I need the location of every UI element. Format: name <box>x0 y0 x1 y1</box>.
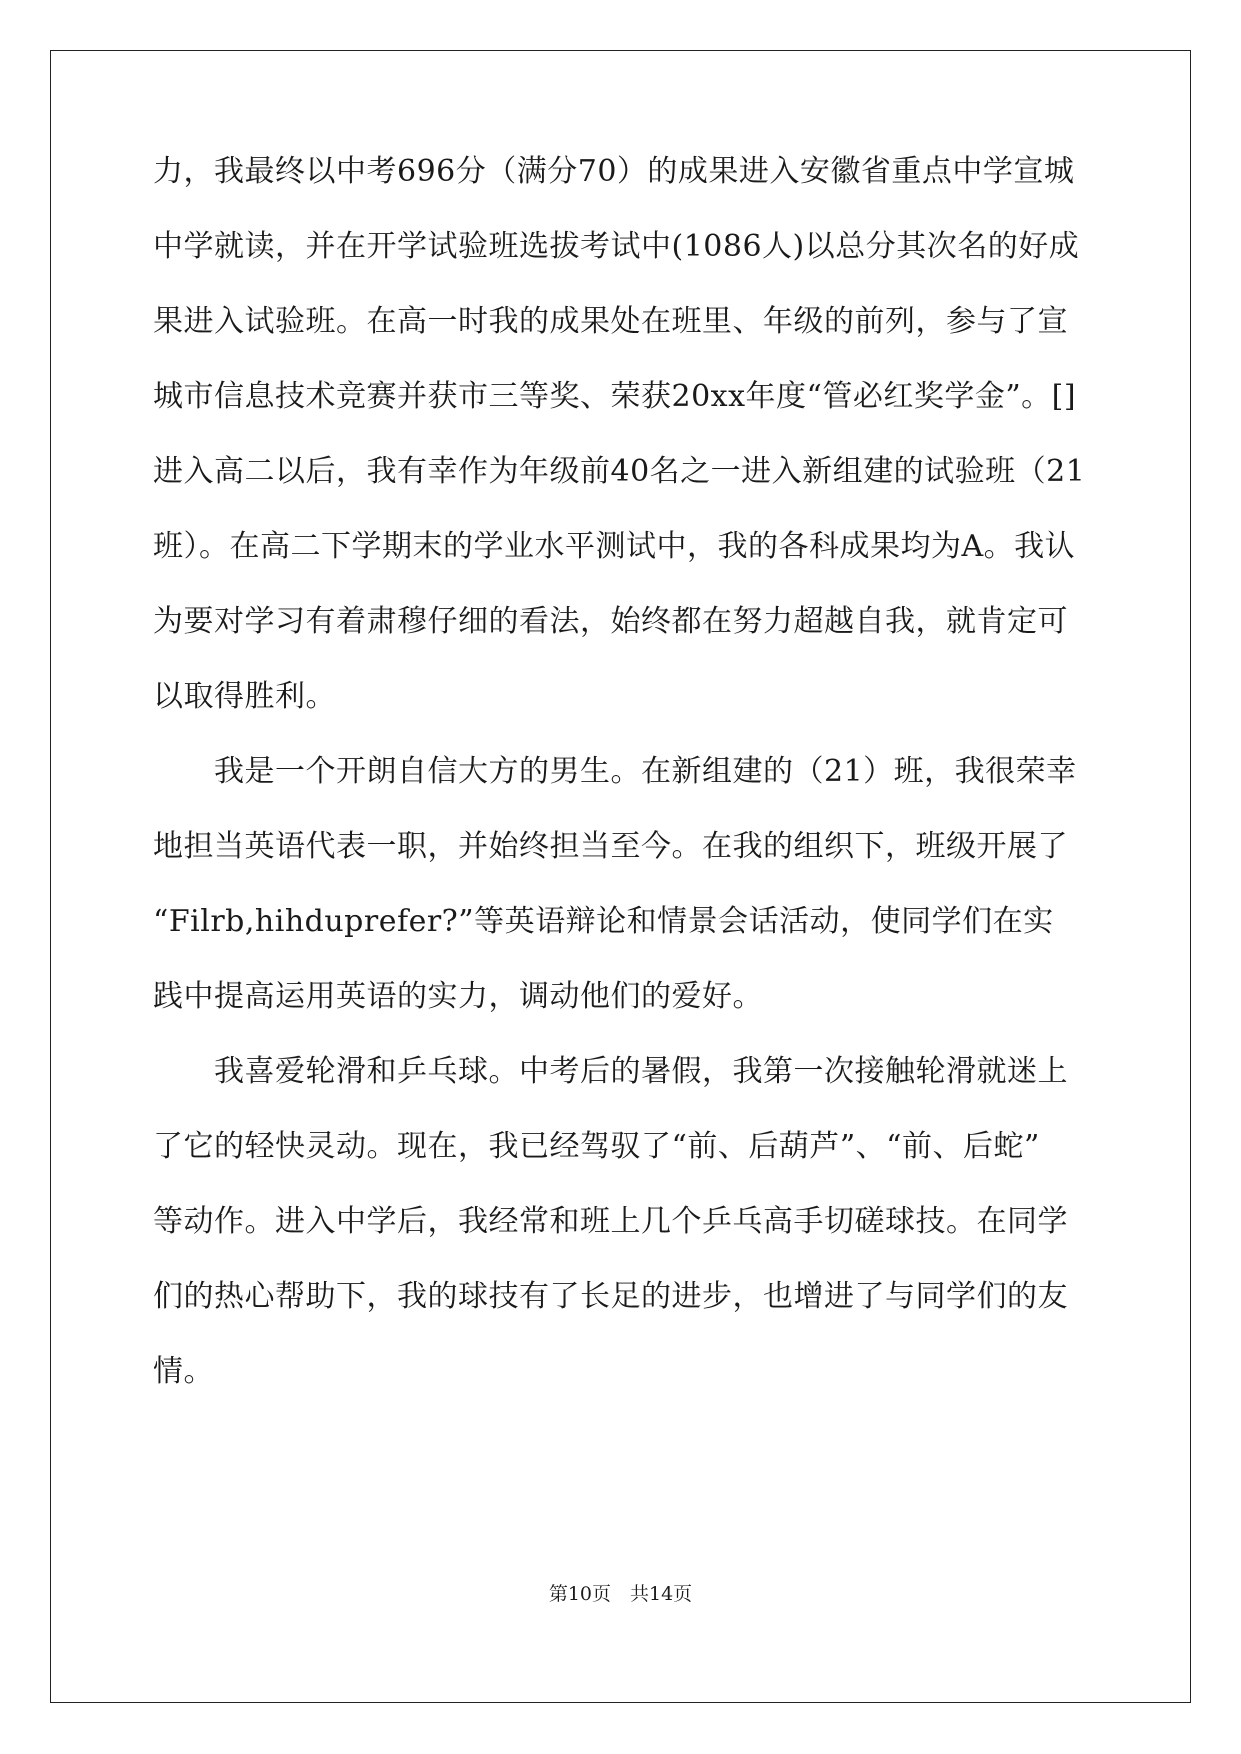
text-line: 班）。在高二下学期末的学业水平测试中，我的各科成果均为A。我认 <box>153 529 1076 564</box>
text-line: 我是一个开朗自信大方的男生。在新组建的（21）班，我很荣幸 <box>153 754 1077 789</box>
page-number-footer: 第10页 共14页 <box>548 1583 693 1605</box>
page-border <box>50 50 1191 1703</box>
text-line: “Filrb,hihduprefer?”等英语辩论和情景会话活动，使同学们在实 <box>153 904 1054 939</box>
text-line: 以取得胜利。 <box>153 679 336 714</box>
text-line: 为要对学习有着肃穆仔细的看法，始终都在努力超越自我，就肯定可 <box>153 604 1068 639</box>
text-line: 力，我最终以中考696分（满分70）的成果进入安徽省重点中学宣城 <box>153 154 1075 189</box>
text-line: 中学就读，并在开学试验班选拔考试中(1086人)以总分其次名的好成 <box>153 229 1080 264</box>
text-line: 们的热心帮助下，我的球技有了长足的进步，也增进了与同学们的友 <box>153 1279 1068 1314</box>
text-line: 城市信息技术竞赛并获市三等奖、荣获20xx年度“管必红奖学金”。[] <box>153 379 1077 414</box>
text-line: 践中提高运用英语的实力，调动他们的爱好。 <box>153 979 763 1014</box>
text-line: 进入高二以后，我有幸作为年级前40名之一进入新组建的试验班（21 <box>153 454 1086 489</box>
text-line: 情。 <box>153 1354 214 1389</box>
text-line: 我喜爱轮滑和乒乓球。中考后的暑假，我第一次接触轮滑就迷上 <box>153 1054 1068 1089</box>
text-line: 果进入试验班。在高一时我的成果处在班里、年级的前列，参与了宣 <box>153 304 1068 339</box>
text-line: 地担当英语代表一职，并始终担当至今。在我的组织下，班级开展了 <box>153 829 1068 864</box>
text-line: 等动作。进入中学后，我经常和班上几个乒乓高手切磋球技。在同学 <box>153 1204 1068 1239</box>
text-line: 了它的轻快灵动。现在，我已经驾驭了“前、后葫芦”、“前、后蛇” <box>153 1129 1040 1164</box>
